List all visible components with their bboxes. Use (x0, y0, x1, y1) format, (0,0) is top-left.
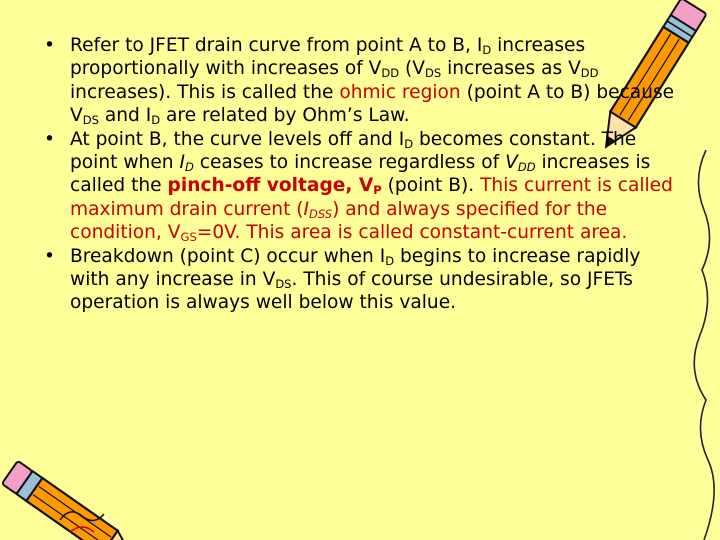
subscript: D (404, 136, 414, 151)
subscript: DS (425, 66, 442, 81)
pinch-off-voltage-highlight: pinch-off voltage, V (167, 175, 374, 197)
squiggle-line-icon (686, 150, 720, 540)
text-run: increases is called the (70, 152, 651, 197)
text-run: increases proportionally with increases of V (70, 35, 586, 80)
bullet-list (44, 34, 684, 315)
text-run: . This of course undesirable, so JFETs operation is always well below this value. (70, 269, 633, 314)
subscript: D (151, 113, 161, 128)
text-run: increases). This is called the (70, 81, 340, 103)
subscript: DSS (309, 207, 333, 222)
bullet-marker: • (44, 128, 55, 150)
subscript: D (385, 253, 395, 268)
bullet-breakdown (44, 245, 684, 315)
subscript: DD (517, 160, 536, 175)
text-run: are related by Ohm’s Law. (160, 105, 410, 127)
text-run: (V (399, 58, 426, 80)
text-run: Breakdown (point C) occur when I (70, 245, 386, 267)
italic-symbol: I (303, 198, 310, 220)
subscript: DS (275, 277, 292, 292)
text-run: (point A to B) because V (70, 81, 675, 127)
subscript: DS (82, 113, 99, 128)
text-run: (point B). (381, 175, 481, 197)
highlight-run: This current is called maximum drain current ( (70, 175, 673, 220)
text-run: ceases to increase regardless of (193, 152, 506, 174)
text-run: begins to increase rapidly with any increase in V (70, 245, 641, 291)
highlight-run: ) and always specified for the condition, V (70, 198, 608, 244)
italic-symbol: I (179, 152, 185, 174)
text-run: At point B, the curve levels off and I (70, 128, 405, 150)
text-run: becomes constant. The point when (70, 128, 637, 174)
text-run: increases as V (441, 58, 581, 80)
subscript: D (482, 43, 492, 58)
subscript: D (184, 160, 194, 175)
subscript: DD (381, 66, 400, 81)
subscript: DD (580, 66, 599, 81)
text-run: Refer to JFET drain curve from point A to B, I (70, 35, 483, 56)
ohmic-region-highlight: ohmic region (339, 81, 461, 103)
highlight-run: =0V. This area is called constant-current area. (196, 222, 628, 244)
bullet-ohmic-region (44, 34, 684, 128)
bullet-pinch-off (44, 128, 684, 245)
pencil-icon-bottom-left (0, 440, 140, 540)
bullet-marker: • (44, 245, 55, 267)
italic-symbol: V (505, 152, 518, 174)
subscript: P (373, 183, 382, 198)
bullet-marker: • (44, 35, 55, 56)
subscript: GS (180, 230, 197, 245)
text-run: and I (98, 105, 152, 127)
